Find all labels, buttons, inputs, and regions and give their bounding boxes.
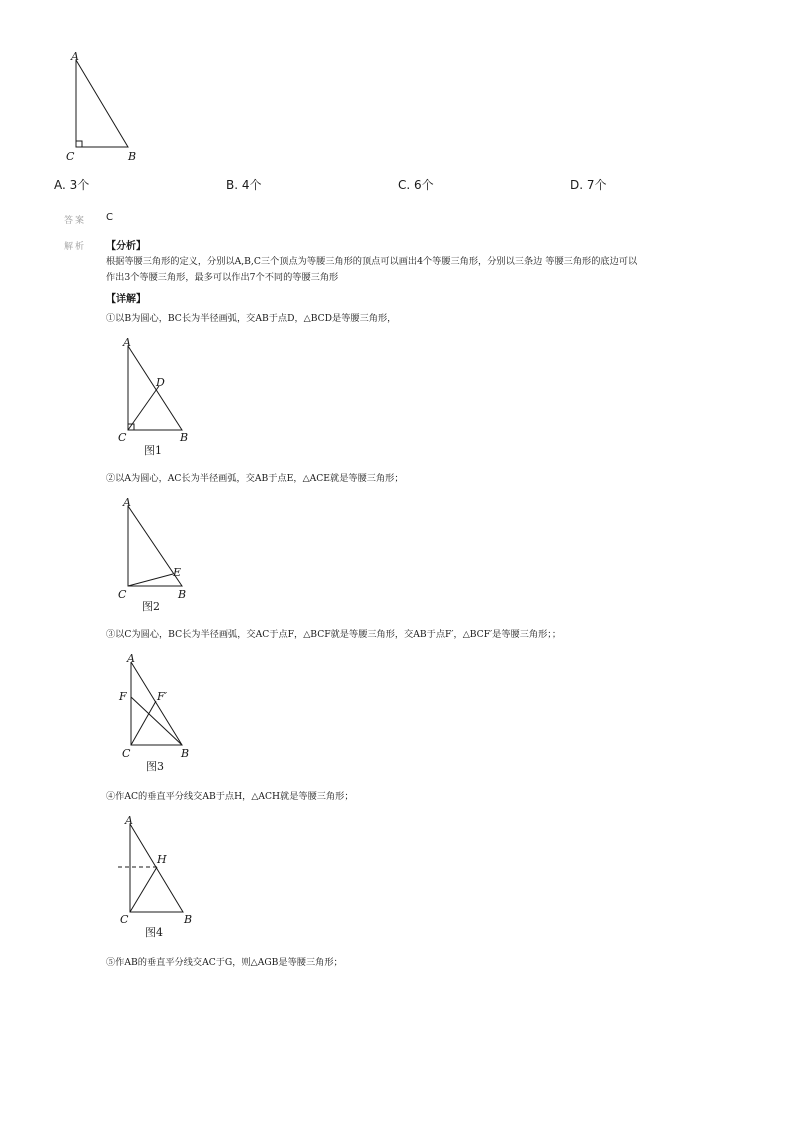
option-a[interactable]: A. 3个 bbox=[54, 178, 90, 192]
figure-3 bbox=[110, 650, 210, 776]
vertex-label-a: A bbox=[71, 50, 79, 63]
triangle-outline bbox=[76, 60, 128, 147]
vertex-label-b: B bbox=[128, 150, 137, 163]
vertex-label-c: C bbox=[122, 747, 131, 760]
vertex-label-a: A bbox=[123, 336, 131, 349]
vertex-label-h: H bbox=[157, 853, 167, 866]
vertex-label-a: A bbox=[123, 496, 131, 509]
figure-2 bbox=[110, 494, 210, 616]
analysis-label: 解析 bbox=[64, 242, 87, 252]
vertex-label-b: B bbox=[178, 588, 187, 601]
fenxi-line-2: 作出3个等腰三角形，最多可以作出7个不同的等腰三角形 bbox=[106, 272, 339, 283]
vertex-label-b: B bbox=[181, 747, 190, 760]
option-c[interactable]: C. 6个 bbox=[398, 178, 434, 192]
figure-1 bbox=[110, 334, 210, 460]
option-d[interactable]: D. 7个 bbox=[570, 178, 607, 192]
segment-cd bbox=[128, 386, 159, 430]
triangle-outline bbox=[128, 346, 182, 430]
option-b[interactable]: B. 4个 bbox=[226, 178, 262, 192]
vertex-label-c: C bbox=[118, 588, 127, 601]
vertex-label-b: B bbox=[184, 913, 193, 926]
fenxi-line-1: 根据等腰三角形的定义，分别以A,B,C三个顶点为等腰三角形的顶点可以画出4个等腰三角形，分别以三条边 等腰三角形的底边可以 bbox=[106, 256, 638, 267]
step-1: ①以B为圆心，BC长为半径画弧，交AB于点D，△BCD是等腰三角形， bbox=[106, 313, 397, 324]
vertex-label-f: F bbox=[119, 690, 127, 703]
figure-4 bbox=[110, 812, 210, 940]
vertex-label-a: A bbox=[127, 652, 135, 665]
answer-label: 答案 bbox=[64, 216, 87, 226]
vertex-label-f-prime: F′ bbox=[157, 690, 168, 703]
top-triangle-figure bbox=[60, 48, 150, 166]
xiangjie-heading: 【详解】 bbox=[106, 294, 146, 305]
figure-caption: 图3 bbox=[146, 760, 164, 773]
vertex-label-e: E bbox=[173, 566, 182, 579]
step-2: ②以A为圆心，AC长为半径画弧，交AB于点E，△ACE就是等腰三角形； bbox=[106, 473, 404, 484]
vertex-label-d: D bbox=[156, 376, 165, 389]
segment-cf-prime bbox=[131, 701, 156, 745]
right-angle-mark bbox=[76, 141, 82, 147]
step-3: ③以C为圆心，BC长为半径画弧，交AC于点F，△BCF就是等腰三角形，交AB于点F′，△BCF′是等腰三角形；； bbox=[106, 629, 562, 640]
vertex-label-a: A bbox=[125, 814, 133, 827]
vertex-label-c: C bbox=[66, 150, 75, 163]
segment-ce bbox=[128, 574, 173, 586]
figure-caption: 图1 bbox=[144, 444, 162, 457]
figure-caption: 图4 bbox=[145, 926, 163, 939]
step-4: ④作AC的垂直平分线交AB于点H，△ACH就是等腰三角形； bbox=[106, 791, 354, 802]
step-5: ⑤作AB的垂直平分线交AC于G，则△AGB是等腰三角形； bbox=[106, 957, 343, 968]
figure-caption: 图2 bbox=[142, 600, 160, 613]
vertex-label-b: B bbox=[180, 431, 189, 444]
triangle-outline bbox=[131, 662, 182, 745]
vertex-label-c: C bbox=[118, 431, 127, 444]
segment-ch bbox=[130, 867, 157, 912]
answer-value: C bbox=[106, 212, 113, 223]
fenxi-heading: 【分析】 bbox=[106, 241, 146, 252]
vertex-label-c: C bbox=[120, 913, 129, 926]
